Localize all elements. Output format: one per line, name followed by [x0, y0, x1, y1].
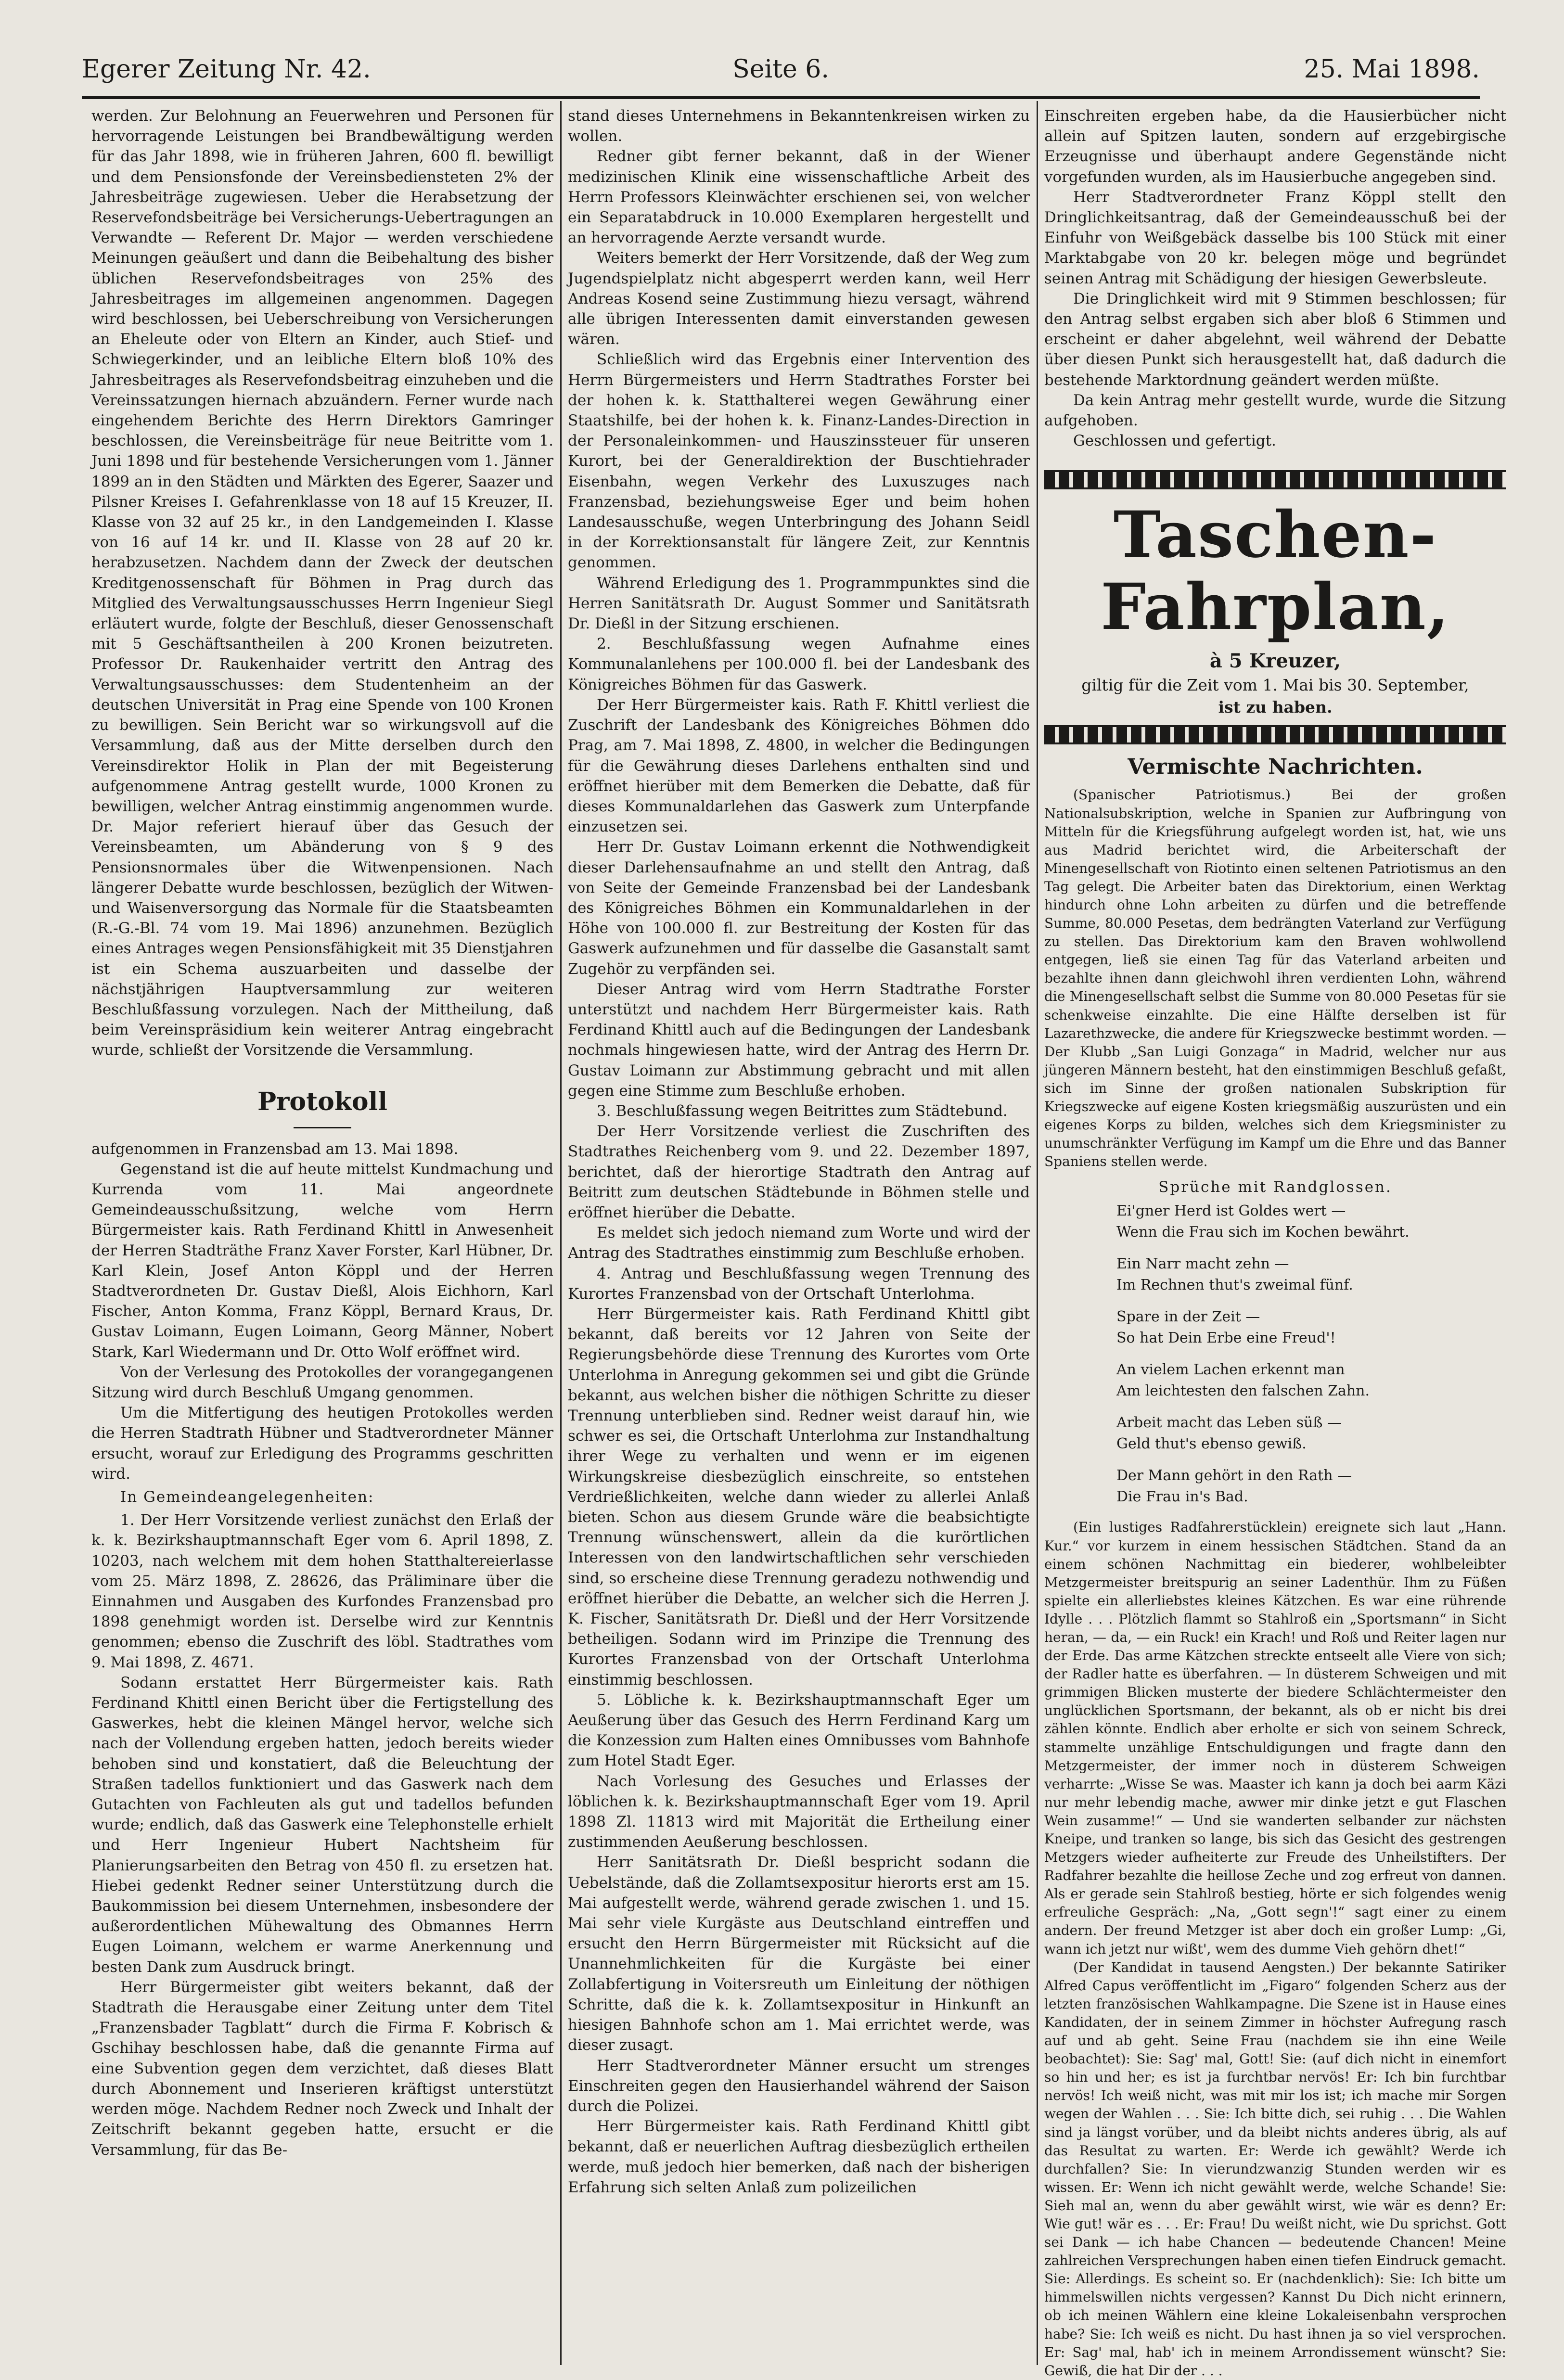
verse-line: Am leichtesten den falschen Zahn.: [1116, 1382, 1370, 1400]
article-paragraph: 1. Der Herr Vorsitzende verliest zunächst den Erlaß der k. k. Bezirkshauptmannschaft Eger vom 6. April 1898, Z. 10203, nach welchem mit dem hohen Statthaltereierlasse vom 25. März 1898, Z. 28626, das Präliminare über die Einnahmen und Ausgaben des Kurfondes Franzensbad pro 1898 genehmigt worden ist. Derselbe wird zur Kenntnis genommen; ebenso die Zuschrift des löbl. Stadtrathes vom 9. Mai 1898, Z. 4671.: [91, 1511, 553, 1671]
article-paragraph: 2. Beschlußfassung wegen Aufnahme eines Kommunalanlehens per 100.000 fl. bei der Landesbank des Königreiches Böhmen für das Gaswerk.: [568, 635, 1030, 693]
article-paragraph: Einschreiten ergeben habe, da die Hausierbücher nicht allein auf Spitzen lauten, sondern auf erzgebirgische Erzeugnisse und überhaupt andere Gegenstände nicht vorgefunden wurden, als im Hausierbuche angegeben sind.: [1044, 107, 1506, 186]
article-paragraph: Redner gibt ferner bekannt, daß in der Wiener medizinischen Klinik eine wissenschaftliche Arbeit des Herrn Professors Kleinwächter erschienen sei, von welcher ein Separatabdruck in 10.000 Exemplaren hergestellt und an hervorragende Aerzte versandt wurde.: [568, 148, 1030, 247]
page-header: [82, 50, 1480, 89]
article-paragraph: Sodann erstattet Herr Bürgermeister kais. Rath Ferdinand Khittl einen Bericht über die Fertigstellung des Gaswerkes, hebt die kleinen Mängel hervor, welche sich nach der Vollendung ergeben hatten, jedoch bereits wieder behoben sind und konstatiert, daß die Beleuchtung der Straßen tadellos funktioniert und das Gaswerk nach dem Gutachten von Fachleuten als gut und tadellos befunden wurde; endlich, daß das Gaswerk eine Telephonstelle erhielt und Herr Ingenieur Hubert Nachtsheim für Planierungsarbeiten den Betrag von 450 fl. zu ersetzen hat. Hiebei gedenkt Redner seiner Unterstützung durch die Baukommission bei diesem Unternehmen, insbesondere der außerordentlichen Mühewaltung des Obmannes Herrn Eugen Loimann, welchem er warme Anerkennung und besten Dank zum Ausdruck bringt.: [91, 1674, 553, 1976]
article-paragraph: 3. Beschlußfassung wegen Beitrittes zum Städtebund.: [597, 1102, 1008, 1120]
article-paragraph: Es meldet sich jedoch niemand zum Worte und wird der Antrag des Stadtrathes einstimmig zum Beschluße erhoben.: [568, 1224, 1030, 1262]
article-paragraph: werden. Zur Belohnung an Feuerwehren und Personen für hervorragende Leistungen bei Brandbewältigung werden für das Jahr 1898, wie in früheren Jahren, 600 fl. bewilligt und dem Pensionsfonde der Vereinsbediensteten 2% der Jahresbeiträge zugewiesen. Ueber die Herabsetzung der Reservefondsbeiträge bei Versicherungs-Uebertragungen an Verwandte — Referent Dr. Major — werden verschiedene Meinungen geäußert und dann die Beibehaltung des bisher üblichen Reservefondsbeitrages von 25% des Jahresbeitrages im allgemeinen angenommen. Dagegen wird beschlossen, bei Ueberschreibung von Versicherungen an Eheleute oder von Eltern an Kinder, auch Stief- und Schwiegerkinder, und an leibliche Eltern bloß 10% des Jahresbeitrages als Reservefondsbeitrag einzuheben und die Vereinssatzungen hiernach abzuändern. Ferner wurde nach eingehendem Berichte des Herrn Direktors Gamringer beschlossen, die Vereinsbeiträge für neue Beitritte vom 1. Juni 1898 und für bestehende Versicherungen vom 1. Jänner 1899 an in den Städten und Märkten des Egerer, Saazer und Pilsner Kreises I. Gefahrenklasse von 18 auf 15 Kreuzer, II. Klasse von 32 auf 25 kr., in den Landgemeinden I. Klasse von 16 auf 14 kr. und II. Klasse von 28 auf 20 kr. herabzusetzen. Nachdem dann der Zweck der deutschen Kreditgenossenschaft für Böhmen in Prag durch das Mitglied des Verwaltungsausschusses Herrn Ingenieur Siegl erläutert wurde, folgte der Beschluß, dieser Genossenschaft mit 5 Geschäftsantheilen à 200 Kronen beizutreten. Professor Dr. Raukenhaider vertritt den Antrag des Verwaltungsausschusses: dem Studentenheim an der deutschen Universität in Prag eine Spende von 100 Kronen zu bewilligen. Sein Bericht war so wirkungsvoll auf die Versammlung, daß aus der Mitte derselben durch den Vereinsdirektor Holik in Plan der mit Begeisterung aufgenommene Antrag gestellt wurde, 1000 Kronen zu bewilligen, welcher Antrag einstimmig angenommen wurde. Dr. Major referiert hierauf über das Gesuch der Vereinsbeamten, um Abänderung von § 9 des Pensionsnormales über die Witwenpensionen. Nach längerer Debatte wurde beschlossen, bezüglich der Witwen- und Waisenversorgung das Normale für die Staatsbeamten (R.-G.-Bl. 74 vom 19. Mai 1896) anzunehmen. Bezüglich eines Antrages wegen Pensionsfähigkeit mit 35 Dienstjahren ist ein Schema auszuarbeiten und dasselbe der nächstjährigen Hauptversammlung zur weiteren Beschlußfassung vorzulegen. Nach der Mittheilung, daß beim Vereinspräsidium kein weiterer Antrag eingebracht wurde, schließt der Vorsitzende die Versammlung.: [91, 107, 553, 1059]
vermischte-nachrichten-heading: Vermischte Nachrichten.: [1128, 755, 1423, 780]
article-paragraph: Herr Bürgermeister kais. Rath Ferdinand Khittl gibt bekannt, daß er neuerlichen Auftrag diesbezüglich ertheilen werde, muß jedoch hier bemerken, daß nach der bisherigen Erfahrung sich selten Anlaß zum polizeilichen: [568, 2118, 1030, 2196]
article-paragraph: Da kein Antrag mehr gestellt wurde, wurde die Sitzung aufgehoben.: [1044, 391, 1506, 430]
verse-line: Wenn die Frau sich im Kochen bewährt.: [1116, 1224, 1410, 1241]
header-date: 25. Mai 1898.: [1304, 55, 1480, 84]
article-paragraph: Nach Vorlesung des Gesuches und Erlasses der löblichen k. k. Bezirkshauptmannschaft Eger vom 19. April 1898 Zl. 11813 wird mit Majorität die Ertheilung einer zustimmenden Aeußerung beschlossen.: [568, 1772, 1030, 1851]
verse-line: Im Rechnen thut's zweimal fünf.: [1116, 1277, 1353, 1294]
article-paragraph: Geschlossen und gefertigt.: [1073, 432, 1276, 450]
verse-line: Spare in der Zeit —: [1116, 1308, 1260, 1326]
article-paragraph: Der Herr Bürgermeister kais. Rath F. Khittl verliest die Zuschrift der Landesbank des Königreiches Böhmen ddo Prag, am 7. Mai 1898, Z. 4800, in welcher die Bedingungen für die Gewährung dieses Darlehens enthalten sind und eröffnet hierüber mit dem Bemerken die Debatte, daß für dieses Kommunaldarlehen das Gaswerk zum Unterpfande einzusetzen sei.: [568, 696, 1030, 836]
article-paragraph: Der Herr Vorsitzende verliest die Zuschriften des Stadtrathes Reichenberg vom 9. und 22. Dezember 1897, berichtet, daß der hierortige Stadtrath den Antrag auf Beitritt zum deutschen Städtebunde in Böhmen stelle und eröffnet hierüber die Debatte.: [568, 1123, 1030, 1221]
header-rule: [82, 96, 1480, 99]
article-paragraph: 5. Löbliche k. k. Bezirkshauptmannschaft Eger um Aeußerung über das Gesuch des Herrn Ferdinand Karg um die Konzession zum Halten eines Omnibusses vom Bahnhofe zum Hotel Stadt Eger.: [568, 1691, 1030, 1770]
header-newspaper-issue: Egerer Zeitung Nr. 42.: [82, 55, 371, 84]
column-divider: [1037, 101, 1038, 2365]
verse-line: Geld thut's ebenso gewiß.: [1116, 1435, 1307, 1453]
article-paragraph: Herr Dr. Gustav Loimann erkennt die Nothwendigkeit dieser Darlehensaufnahme an und stellt den Antrag, daß von Seite der Gemeinde Franzensbad bei der Landesbank des Königreiches Böhmen ein Kommunaldarlehen in der Höhe von 100.000 fl. zur Bestreitung der Kosten für das Gaswerk aufzunehmen und für dasselbe die Gasanstalt samt Zugehör zu verpfänden sei.: [568, 838, 1030, 978]
column-2: [568, 106, 1030, 2355]
fahrplan-ad-title: Taschen-Fahrplan,: [1101, 498, 1450, 645]
article-paragraph: 4. Antrag und Beschlußfassung wegen Trennung des Kurortes Franzensbad von der Ortschaft Unterlohma.: [568, 1265, 1030, 1303]
ornamental-border: [1044, 725, 1506, 744]
article-paragraph: Dieser Antrag wird vom Herrn Stadtrathe Forster unterstützt und nachdem Herr Bürgermeister kais. Rath Ferdinand Khittl auch auf die Bedingungen der Landesbank nochmals hingewiesen hatte, wird der Antrag des Herrn Dr. Gustav Loimann zur Abstimmung gebracht und mit allen gegen eine Stimme zum Beschluße erhoben.: [568, 980, 1030, 1100]
article-paragraph: Gegenstand ist die auf heute mittelst Kundmachung und Kurrenda vom 11. Mai angeordnete Gemeindeausschußsitzung, welche vom Herrn Bürgermeister kais. Rath Ferdinand Khittl in Anwesenheit der Herren Stadträthe Franz Xaver Forster, Karl Hübner, Dr. Karl Klein, Josef Anton Köppl und der Herren Stadtverordneten Dr. Gustav Dießl, Alois Eichhorn, Karl Fischer, Anton Komma, Franz Köppl, Bernard Kraus, Dr. Gustav Loimann, Eugen Loimann, Georg Männer, Nobert Stark, Karl Wiedermann und Dr. Otto Wolf eröffnet wird.: [91, 1160, 553, 1361]
header-page-number: Seite 6.: [732, 55, 829, 84]
column-divider: [560, 101, 562, 2365]
fahrplan-ad-availability: ist zu haben.: [1218, 698, 1333, 717]
column-3: [1044, 106, 1506, 2379]
protokoll-heading: Protokoll: [257, 1087, 388, 1116]
article-paragraph: Schließlich wird das Ergebnis einer Intervention des Herrn Bürgermeisters und Herrn Stadtrathes Forster bei der hohen k. k. Statthalterei wegen Gewährung einer Staatshilfe, bei der hohen k. k. Finanz-Landes-Direction in der Personaleinkommen- und Hauszinssteuer für unseren Kurort, bei der Generaldirektion der Buschtiehrader Eisenbahn, wegen Verkehr des Luxuszuges nach Franzensbad, beziehungsweise Eger und beim hohen Landesausschuße, wegen Unterbringung des Johann Seidl in der Korrektionsanstalt für längere Zeit, zur Kenntnis genommen.: [568, 351, 1030, 572]
article-paragraph: Von der Verlesung des Protokolles der vorangegangenen Sitzung wird durch Beschluß Umgang genommen.: [91, 1363, 553, 1401]
article-paragraph: stand dieses Unternehmens in Bekanntenkreisen wirken zu wollen.: [568, 107, 1030, 145]
article-paragraph: Herr Stadtverordneter Männer ersucht um strenges Einschreiten gegen den Hausierhandel während der Saison durch die Polizei.: [568, 2057, 1030, 2115]
article-paragraph: Um die Mitfertigung des heutigen Protokolles werden die Herren Stadtrath Hübner und Stadtverordneter Männer ersucht, worauf zur Erledigung des Programms geschritten wird.: [91, 1404, 553, 1483]
verse-line: Ein Narr macht zehn —: [1116, 1255, 1289, 1273]
article-paragraph: Herr Bürgermeister gibt weiters bekannt, daß der Stadtrath die Herausgabe einer Zeitung unter dem Titel „Franzensbader Tagblatt“ durch die Firma F. Kobrisch & Gschihay beschlossen habe, daß die genannte Firma auf eine Subvention gegen dem verzichtet, daß dieses Blatt durch Abonnement und Inserieren kräftigst unterstützt werden möge. Nachdem Redner noch Zweck und Inhalt der Zeitschrift bekannt gegeben hatte, ersucht er die Versammlung, für das Be-: [91, 1978, 553, 2159]
article-paragraph: Herr Bürgermeister kais. Rath Ferdinand Khittl gibt bekannt, daß bereits vor 12 Jahren von Seite der Regierungsbehörde diese Trennung des Kurortes vom Orte Unterlohma in Anregung gekommen sei und gibt die Gründe bekannt, aus welchen bisher die nöthigen Schritte zu dieser Trennung unterblieben sind. Redner weist darauf hin, wie schwer es sei, die Ortschaft Unterlohma zur Instandhaltung ihrer Wege zu verhalten und wenn er im eigenen Wirkungskreise diesbezüglich einschreite, so entstehen Verdrießlichkeiten, welche dann wieder zu allerlei Anlaß bieten. Schon aus diesem Grunde wäre die beabsichtigte Trennung wünschenswert, allein da die kurörtlichen Interessen von den landwirtschaftlichen sehr verschieden sind, so erscheine diese Trennung geradezu nothwendig und eröffnet hierüber die Debatte, an welcher sich die Herren J. K. Fischer, Sanitätsrath Dr. Dießl und der Herr Vorsitzende betheiligen. Sodann wird im Prinzipe die Trennung des Kurortes Franzensbad von der Ortschaft Unterlohma einstimmig beschlossen.: [568, 1305, 1030, 1689]
verse-heading: Sprüche mit Randglossen.: [1158, 1178, 1392, 1196]
verse-line: Ei'gner Herd ist Goldes wert —: [1116, 1203, 1346, 1220]
article-paragraph: Die Dringlichkeit wird mit 9 Stimmen beschlossen; für den Antrag selbst ergaben sich aber bloß 6 Stimmen und erscheint er daher abgelehnt, weil während der Debatte über diesen Punkt sich herausgestellt hat, daß dadurch die bestehende Marktordnung geändert werden müßte.: [1044, 290, 1506, 389]
verse-line: So hat Dein Erbe eine Freud'!: [1116, 1330, 1336, 1347]
article-paragraph: Herr Stadtverordneter Franz Köppl stellt den Dringlichkeitsantrag, daß der Gemeindeausschuß bei der Einfuhr von Weißgebäck dasselbe bis 100 Stück mit einer Marktabgabe von 20 kr. belegen möge und begründet seinen Antrag mit Schädigung der hiesigen Gewerbsleute.: [1044, 188, 1506, 287]
ornamental-border: [1044, 470, 1506, 489]
article-paragraph: Während Erledigung des 1. Programmpunktes sind die Herren Sanitätsrath Dr. August Sommer und Sanitätsrath Dr. Dießl in der Sitzung erschienen.: [568, 574, 1030, 633]
verse-line: Arbeit macht das Leben süß —: [1116, 1414, 1342, 1432]
verse-line: Die Frau in's Bad.: [1116, 1488, 1248, 1506]
section-subheading: In Gemeindeangelegenheiten:: [120, 1488, 374, 1506]
article-paragraph: aufgenommen in Franzensbad am 13. Mai 1898.: [91, 1140, 459, 1158]
fahrplan-ad-validity: giltig für die Zeit vom 1. Mai bis 30. September,: [1081, 676, 1469, 695]
verse-line: An vielem Lachen erkennt man: [1116, 1361, 1345, 1379]
column-1: [91, 106, 553, 2355]
verse-line: Der Mann gehört in den Rath —: [1116, 1467, 1352, 1484]
news-item: (Spanischer Patriotismus.) Bei der großen Nationalsubskription, welche in Spanien zur Aufbringung von Mitteln für die Kriegsführung aufgelegt worden ist, hat, wie uns aus Madrid berichtet wird, die Arbeiterschaft der Minengesellschaft von Riotinto einen seltenen Patriotismus an den Tag gelegt. Die Arbeiter baten das Direktorium, einen Werktag hindurch ohne Lohn arbeiten zu dürfen und die betreffende Summe, 80.000 Pesetas, dem bedrängten Vaterland zur Verfügung zu stellen. Das Direktorium kam den Braven wohlwollend entgegen, ließ sie einen Tag für das Vaterland arbeiten und bezahlte ihnen dann gleichwohl ihren verdienten Lohn, während die Minengesellschaft selbst die Summe von 80.000 Pesetas für sie schenkweise einzahlte. Die eine Hälfte derselben ist für Lazarethzwecke, die andere für Kriegszwecke bestimmt worden. — Der Klubb „San Luigi Gonzaga“ in Madrid, welcher nur aus jüngeren Männern besteht, hat den einstimmigen Beschluß gefaßt, sich im Sinne der großen nationalen Subskription für Kriegszwecke auf eigene Kosten kriegsmäßig auszurüsten und ein eigenes Korps zu bilden, welches sich dem Kriegsminister zu unumschränkter Verfügung im Kampf um die Ehre und das Banner Spaniens stellen werde.: [1044, 787, 1506, 1170]
article-paragraph: Weiters bemerkt der Herr Vorsitzende, daß der Weg zum Jugendspielplatz nicht abgesperrt werden kann, weil Herr Andreas Kosend seine Zustimmung hiezu versagt, während alle übrigen Interessenten damit einverstanden gewesen wären.: [568, 249, 1030, 348]
heading-rule: [294, 1127, 351, 1128]
news-item: (Ein lustiges Radfahrerstücklein) ereignete sich laut „Hann. Kur.“ vor kurzem in einem hessischen Städtchen. Stand da an einem schönen Nachmittag ein biederer, wohlbeleibter Metzgermeister breitspurig an seiner Ladenthür. Ihm zu Füßen spielte ein allerliebstes kleines Kätzchen. Es war eine rührende Idylle . . . Plötzlich flammt so Stahlroß ein „Sportsmann“ in Sicht heran, — da, — ein Ruck! ein Krach! und Roß und Reiter lagen nur der Erde. Das arme Kätzchen streckte entseelt alle Viere von sich; der Radler hatte es überfahren. — In düsterem Schweigen und mit grimmigen Blicken musterte der biedere Schlächtermeister den unglücklichen Sportsmann, der bekannt, als ob er nicht bis drei zählen könnte. Endlich aber erholte er sich von seinem Schreck, stammelte unzählige Entschuldigungen und fragte dann den Metzgermeister, der immer noch in düsterem Schweigen verharrte: „Wisse Se was. Maaster ich kann ja doch bei aarm Käzi nur mehr lebendig mache, awwer mir dinke jetzt e gut Flaschen Wein zusamme!“ — Und sie wanderten selbander zur nächsten Kneipe, und tranken so lange, bis sich das Gesicht des gestrengen Metzgers wieder aufheiterte zur Freude des Unheilstifters. Der Radfahrer bezahlte die heillose Zeche und zog erfreut von dannen. Als er gerade sein Stahlroß bestieg, hörte er sich folgendes wenig erfreuliche Gespräch: „Na, „Gott segn'!“ sagt einer zu einem andern. Der freund Metzger ist aber doch ein großer Lump: „Gi, wann ich jetzt nur wißt', wem des dumme Vieh gehörn dhet!“: [1044, 1519, 1506, 1957]
news-item: (Der Kandidat in tausend Aengsten.) Der bekannte Satiriker Alfred Capus veröffentlicht im „Figaro“ folgenden Scherz aus der letzten französischen Wahlkampagne. Die Szene ist in Hause eines Kandidaten, der in seinem Zimmer in höchster Aufregung rasch auf und ab geht. Seine Frau (nachdem sie ihn eine Weile beobachtet): Sie: Sag' mal, Gott! Sie: (auf dich nicht in einemfort so hin und her; es ist ja furchtbar nervös! Er: Ich bin furchtbar nervös! Ich weiß nicht, was mit mir los ist; ich mache mir Sorgen wegen der Wahlen . . . Sie: Ich bitte dich, sei ruhig . . . Die Wahlen sind ja längst vorüber, und da bleibt nichts anderes übrig, als auf das Resultat zu warten. Er: Werde ich gewählt? Werde ich durchfallen? Sie: In vierundzwanzig Stunden werden wir es wissen. Er: Wenn ich nicht gewählt werde, welche Schande! Sie: Sieh mal an, wenn du aber gewählt wirst, wie wär es denn? Er: Wie gut! wär es . . . Er: Frau! Du weißt nicht, wie Du sprichst. Gott sei Dank — ich habe Chancen — bedeutende Chancen! Meine zahlreichen Versprechungen haben einen tiefen Eindruck gemacht. Sie: Allerdings. Es scheint so. Er (nachdenklich): Sie: Ich bitte um himmelswillen nichts vergessen? Kannst Du Dich nicht erinnern, ob ich meinen Wählern eine kleine Lokaleisenbahn versprochen habe? Sie: Ich weiß es nicht. Du hast ihnen ja so viel versprochen. Er: Sag' mal, hab' ich in meinem Arrondissement wünscht? Sie: Gewiß, die hat Dir der . . .: [1044, 1959, 1506, 2379]
article-paragraph: Herr Sanitätsrath Dr. Dießl bespricht sodann die Uebelstände, daß die Zollamtsexpositur hierorts erst am 15. Mai aufgestellt werde, während gerade zwischen 1. und 15. Mai sehr viele Kurgäste aus Deutschland eintreffen und ersucht den Herrn Bürgermeister mit Rücksicht auf die Unannehmlichkeiten für die Kurgäste bei einer Zollabfertigung in Voitersreuth um Einleitung der nöthigen Schritte, daß die k. k. Zollamtsexpositur in Hinkunft an hiesigen Bahnhofe schon am 1. Mai errichtet werde, was dieser zusagt.: [568, 1854, 1030, 2054]
fahrplan-ad-price: à 5 Kreuzer,: [1209, 650, 1341, 673]
